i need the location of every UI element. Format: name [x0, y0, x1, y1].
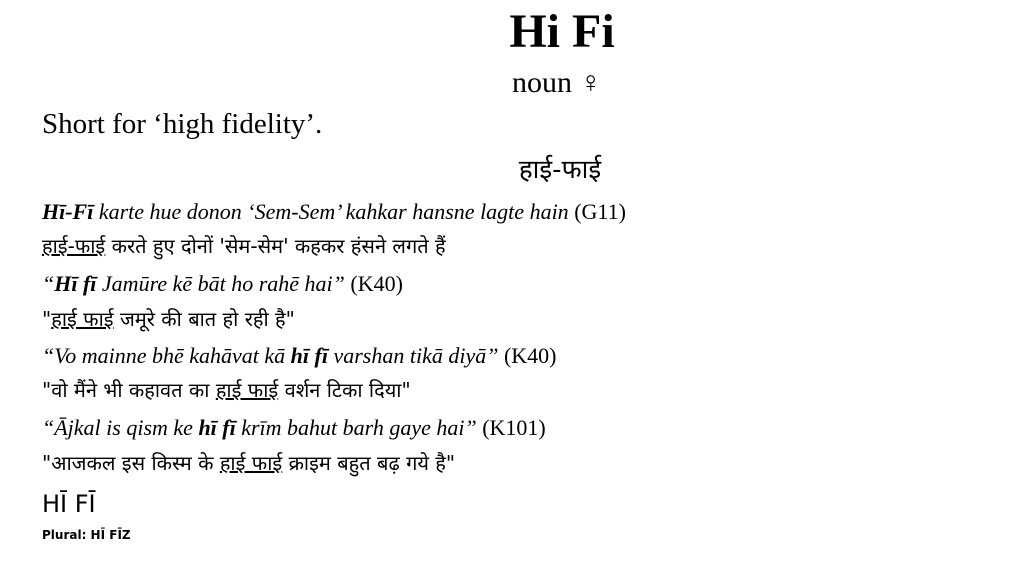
example-3-hindi [42, 376, 411, 403]
example-4-hindi-key: हाई फाई [219, 451, 283, 475]
example-4-key-term: hī fī [198, 415, 236, 440]
example-4-text-pre: “Ājkal is qism ke [42, 415, 199, 440]
example-4-hindi [42, 449, 455, 476]
hindi-headword: हाई-फाई [518, 155, 602, 185]
plural-form: Plural: HĪ FĪZ [42, 528, 131, 542]
example-3-key-term: hī fī [290, 343, 328, 368]
example-1-citation: (G11) [574, 199, 626, 224]
example-2-hindi-key: हाई फाई [51, 307, 114, 331]
example-1-hindi [42, 232, 446, 259]
example-4-text: krīm bahut barh gaye hai” [235, 415, 483, 440]
example-3-text: varshan tikā diyā” [327, 343, 504, 368]
example-1-key-term: Hī-Fī [42, 199, 94, 224]
example-3-hindi-pre: "वो मैंने भी कहावत का [42, 378, 216, 402]
example-2-citation: (K40) [350, 271, 403, 296]
example-1-romanized [42, 199, 626, 225]
example-2-hindi [42, 305, 295, 332]
headword: Hi Fi [509, 5, 615, 58]
example-3-romanized [42, 343, 557, 369]
example-3-text-pre: “Vo mainne bhē kahāvat kā [42, 343, 291, 368]
example-4-hindi-text: क्राइम बहुत बढ़ गये है" [282, 451, 456, 475]
example-2-open-quote: “ [42, 271, 55, 296]
example-3-citation: (K40) [503, 343, 557, 368]
example-4-citation: (K101) [482, 415, 546, 440]
example-2-romanized [42, 271, 403, 297]
example-3-hindi-text: वर्शन टिका दिया" [278, 378, 411, 402]
example-1-hindi-key: हाई-फाई [42, 234, 106, 258]
pronunciation: HĪ FĪ [42, 490, 96, 518]
example-2-hindi-pre: " [42, 307, 52, 331]
part-of-speech: noun ♀ [512, 66, 602, 99]
example-2-text: Jamūre kē bāt ho rahē hai” [96, 271, 351, 296]
example-1-text: karte hue donon ‘Sem-Sem’ kahkar hansne lagte hain [93, 199, 575, 224]
example-4-romanized [42, 415, 546, 441]
example-3-hindi-key: हाई फाई [215, 378, 279, 402]
example-1-hindi-text: करते हुए दोनों 'सेम-सेम' कहकर हंसने लगते हैं [105, 234, 446, 258]
example-2-hindi-text: जमूरे की बात हो रही है" [113, 307, 295, 331]
example-4-hindi-pre: "आजकल इस किस्म के [42, 451, 220, 475]
example-2-key-term: Hī fī [54, 271, 97, 296]
definition: Short for ‘high fidelity’. [42, 108, 323, 140]
